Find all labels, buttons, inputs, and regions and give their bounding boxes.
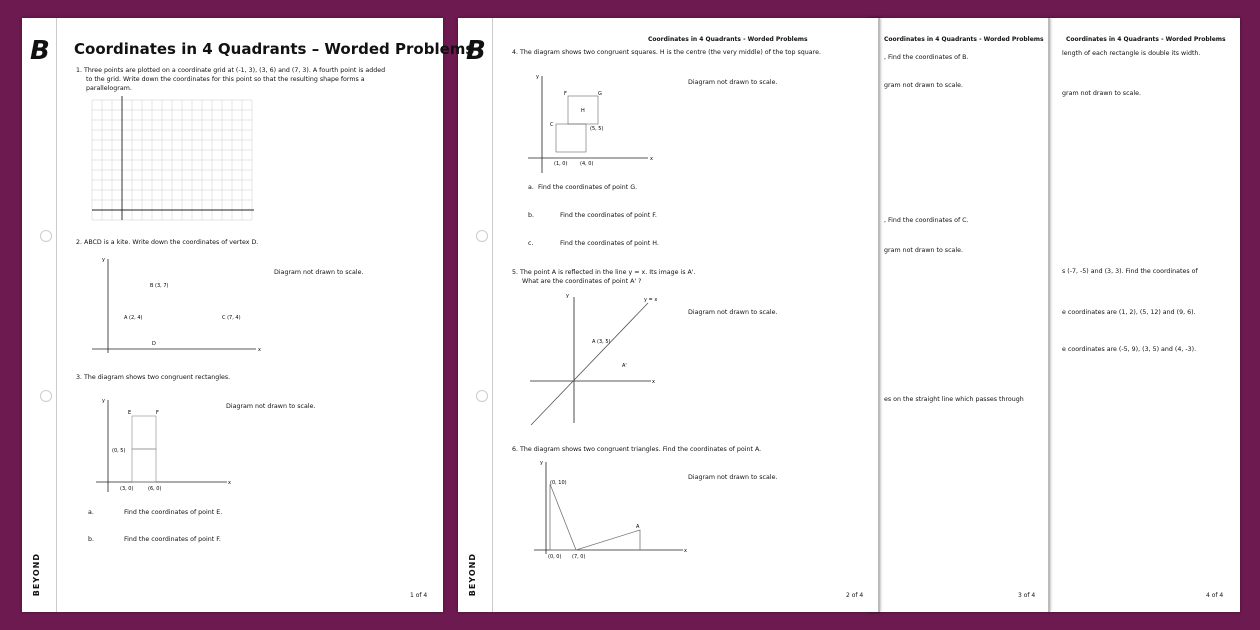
- point-label: (0, 0): [548, 554, 562, 560]
- point-label: (0, 10): [550, 480, 567, 486]
- q3a-letter: a.: [88, 509, 94, 516]
- axis-x-label: x: [228, 480, 231, 486]
- q2-diagram: [88, 253, 268, 358]
- axis-y-label: y: [102, 257, 105, 263]
- question-3: 3. The diagram shows two congruent rectangles.: [76, 374, 231, 381]
- q4b-letter: b.: [528, 212, 534, 219]
- page-number: 3 of 4: [1018, 592, 1036, 599]
- question-4: 4. The diagram shows two congruent squares. H is the centre (the very middle) of the top square.: [512, 49, 821, 56]
- point-a-label: A (2, 4): [124, 315, 143, 321]
- page3-text: gram not drawn to scale.: [884, 82, 964, 89]
- beyond-brand: BEYOND: [32, 552, 41, 596]
- q4a: Find the coordinates of point G.: [538, 184, 638, 191]
- point-a-image-label: A': [622, 363, 627, 369]
- punch-hole: [40, 230, 52, 242]
- q6-diagram: [528, 458, 688, 558]
- page3-text: es on the straight line which passes through: [884, 396, 1024, 403]
- q4-diagram: [518, 68, 658, 183]
- q4a-letter: a.: [528, 184, 534, 191]
- page4-text: length of each rectangle is double its width.: [1062, 50, 1201, 57]
- question-1-line2: to the grid. Write down the coordinates for this point so that the resulting shape forms a: [86, 76, 365, 83]
- page4-text: gram not drawn to scale.: [1062, 90, 1142, 97]
- page-header: Coordinates in 4 Quadrants - Worded Problems: [1066, 36, 1226, 43]
- point-a-label: A: [636, 524, 640, 530]
- q3a: Find the coordinates of point E.: [124, 509, 223, 516]
- page3-text: , Find the coordinates of C.: [884, 217, 969, 224]
- point-c-label: C (7, 4): [222, 315, 241, 321]
- punch-hole: [40, 390, 52, 402]
- worksheet-page-1: [22, 18, 475, 612]
- point-c-label: C: [550, 122, 554, 128]
- point-label: (3, 0): [120, 486, 134, 492]
- axis-y-label: y: [102, 398, 105, 404]
- page4-text: s (-7, -5) and (3, 3). Find the coordinates of: [1062, 268, 1198, 275]
- page4-text: e coordinates are (-5, 9), (3, 5) and (4, -3).: [1062, 346, 1197, 353]
- axis-x-label: x: [684, 548, 687, 554]
- axis-x-label: x: [652, 379, 655, 385]
- question-1-line3: parallelogram.: [86, 85, 132, 92]
- axis-y-label: y: [566, 293, 569, 299]
- diagram-note: Diagram not drawn to scale.: [688, 309, 778, 316]
- point-e-label: E: [128, 410, 132, 416]
- axis-y-label: y: [540, 460, 543, 466]
- point-label: (4, 0): [580, 161, 594, 167]
- page-number: 2 of 4: [846, 592, 864, 599]
- diagram-note: Diagram not drawn to scale.: [274, 269, 364, 276]
- axis-y-label: y: [536, 74, 539, 80]
- q4b: Find the coordinates of point F.: [560, 212, 657, 219]
- point-g-label: G: [598, 91, 602, 97]
- point-d-label: D: [152, 341, 156, 347]
- point-f-label: F: [564, 91, 567, 97]
- q5-diagram: [526, 283, 666, 428]
- point-a-label: A (3, 5): [592, 339, 611, 345]
- point-label: (0, 5): [112, 448, 126, 454]
- axis-x-label: x: [258, 347, 261, 353]
- page-header: Coordinates in 4 Quadrants - Worded Problems: [648, 36, 808, 43]
- beyond-logo: B: [466, 36, 486, 66]
- beyond-logo: B: [30, 36, 50, 66]
- axis-x-label: x: [650, 156, 653, 162]
- punch-hole: [476, 230, 488, 242]
- q3b: Find the coordinates of point F.: [124, 536, 221, 543]
- worksheet-page-4: [1050, 18, 1240, 612]
- diagram-note: Diagram not drawn to scale.: [688, 79, 778, 86]
- page-title: Coordinates in 4 Quadrants – Worded Problems: [74, 40, 475, 58]
- worksheet-page-3: [868, 18, 1050, 612]
- question-5-line1: 5. The point A is reflected in the line y = x. Its image is A'.: [512, 269, 696, 276]
- point-label: (5, 5): [590, 126, 604, 132]
- question-5-line2: What are the coordinates of point A' ?: [522, 278, 642, 285]
- punch-hole: [476, 390, 488, 402]
- question-1-line1: 1. Three points are plotted on a coordinate grid at (-1, 3), (3, 6) and (7, 3). A fourth point is added: [76, 67, 386, 74]
- page-number: 1 of 4: [410, 592, 428, 599]
- point-label: (1, 0): [554, 161, 568, 167]
- point-b-label: B (3, 7): [150, 283, 169, 289]
- q3b-letter: b.: [88, 536, 94, 543]
- beyond-brand: BEYOND: [468, 552, 477, 596]
- worksheet-page-2: [458, 18, 880, 612]
- point-label: (7, 0): [572, 554, 586, 560]
- point-label: (6, 0): [148, 486, 162, 492]
- q4c-letter: c.: [528, 240, 534, 247]
- question-2: 2. ABCD is a kite. Write down the coordinates of vertex D.: [76, 239, 259, 246]
- diagram-note: Diagram not drawn to scale.: [688, 474, 778, 481]
- point-f-label: F: [156, 410, 159, 416]
- question-6: 6. The diagram shows two congruent triangles. Find the coordinates of point A.: [512, 446, 762, 453]
- q4c: Find the coordinates of point H.: [560, 240, 659, 247]
- page-header: Coordinates in 4 Quadrants - Worded Problems: [884, 36, 1044, 43]
- diagram-note: Diagram not drawn to scale.: [226, 403, 316, 410]
- coordinate-grid: [92, 96, 252, 220]
- page3-text: , Find the coordinates of B.: [884, 54, 969, 61]
- point-h-label: H: [581, 108, 585, 114]
- line-label: y = x: [644, 297, 658, 303]
- page3-text: gram not drawn to scale.: [884, 247, 964, 254]
- page4-text: e coordinates are (1, 2), (5, 12) and (9, 6).: [1062, 309, 1196, 316]
- q3-diagram: [92, 396, 232, 496]
- page-number: 4 of 4: [1206, 592, 1224, 599]
